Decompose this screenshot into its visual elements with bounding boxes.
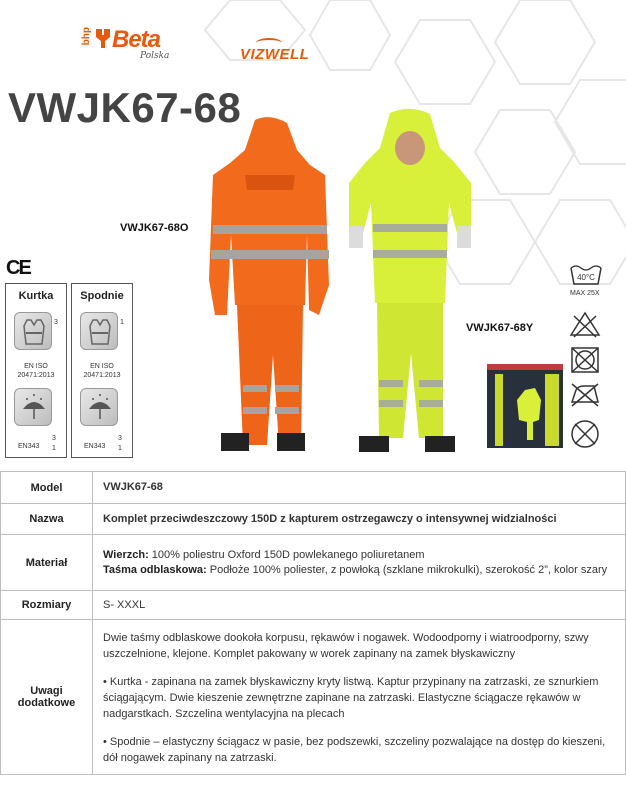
- uwagi-paragraph-3: • Spodnie – elastyczny ściągacz w pasie, bez podszewki, szczeliny pozwalające na dostęp do kieszeni, dół nogawek zapinany na zatrzaski.: [103, 736, 606, 764]
- material-tasma-value: Podłoże 100% poliester, z powłoką (szklane mikrokulki), szerokość 2”, kolor szary: [206, 563, 608, 576]
- wash-temp: 40°C: [577, 273, 595, 282]
- hv-class: 1: [120, 319, 124, 326]
- rain-umbrella-icon: [14, 388, 52, 426]
- row-label-model: Model: [1, 472, 93, 504]
- row-value-nazwa: Komplet przeciwdeszczowy 150D z kapturem ostrzegawczy o intensywnej widzialności: [93, 504, 626, 535]
- uwagi-label-line1: Uwagi: [30, 685, 63, 697]
- wash-max: MAX 25X: [570, 290, 600, 297]
- ce-mark: CE: [6, 257, 30, 279]
- cert-title: Kurtka: [18, 290, 54, 302]
- rain-norm: EN343: [84, 443, 106, 450]
- row-value-rozmiary: S- XXXL: [93, 591, 626, 620]
- rain-class-2: 1: [52, 445, 56, 452]
- spec-table: [0, 471, 626, 775]
- hi-vis-vest-icon: [80, 312, 118, 350]
- cert-box-spodnie: [71, 283, 133, 458]
- row-value-uwagi: [93, 620, 626, 775]
- rain-class-1: 3: [118, 435, 122, 442]
- hi-vis-vest-icon: [14, 312, 52, 350]
- row-label-rozmiary: Rozmiary: [1, 591, 93, 620]
- table-row: [1, 535, 626, 591]
- logo-bhp-text: bhp: [81, 27, 92, 46]
- row-value-material: [93, 535, 626, 591]
- beta-logo: [81, 26, 170, 61]
- logo-beta-text: Beta: [112, 26, 161, 53]
- hv-class: 3: [54, 319, 58, 326]
- row-label-nazwa: Nazwa: [1, 504, 93, 535]
- page-title: VWJK67-68: [8, 84, 242, 131]
- table-row: [1, 620, 626, 775]
- table-row: [1, 472, 626, 504]
- table-row: [1, 591, 626, 620]
- uwagi-paragraph-2: • Kurtka - zapinana na zamek błyskawiczny kryty listwą. Kaptur przypinany na zatrzaski, ze sznurkiem ściągającym. Dwie kieszenie zewnętrzne zapinane na zatrzaski. Elastyczne ściągacze rękawów w nadgarstkach. Szczelina wentylacyjna na plecach: [103, 676, 599, 720]
- rain-class-1: 3: [52, 435, 56, 442]
- no-iron-icon: [568, 380, 602, 413]
- packaging-bag-image: [485, 360, 565, 450]
- cert-title: Spodnie: [80, 290, 124, 302]
- material-wierzch-label: Wierzch:: [103, 548, 149, 561]
- logo-polska-text: Polska: [140, 51, 170, 61]
- orange-suit-image: [205, 115, 335, 455]
- cert-box-kurtka: [5, 283, 67, 458]
- no-tumble-dry-icon: [568, 345, 602, 380]
- yellow-suit-image: [345, 108, 475, 453]
- row-value-model: VWJK67-68: [93, 472, 626, 504]
- row-label-uwagi: [1, 620, 93, 775]
- wrench-icon: [94, 27, 112, 49]
- hv-norm: EN ISO 20471:2013: [17, 363, 55, 379]
- rain-class-2: 1: [118, 445, 122, 452]
- uwagi-label-line2: dodatkowe: [17, 697, 76, 709]
- table-row: [1, 504, 626, 535]
- rain-norm: EN343: [18, 443, 40, 450]
- label-yellow-model: VWJK67-68Y: [466, 322, 534, 334]
- material-wierzch-value: 100% poliestru Oxford 150D powlekanego poliuretanem: [148, 548, 425, 561]
- no-bleach-icon: [568, 310, 602, 343]
- no-dry-clean-icon: [568, 418, 602, 455]
- uwagi-paragraph-1: Dwie taśmy odblaskowe dookoła korpusu, rękawów i nogawek. Wodoodporny i wiatroodporny, szwy uszczelnione, klejone. Komplet pakowany w worek zapinany na zamek błyskawiczny: [103, 632, 589, 660]
- hv-norm: EN ISO 20471:2013: [83, 363, 121, 379]
- material-tasma-label: Taśma odblaskowa:: [103, 563, 207, 576]
- vizwell-logo: VIZWELL: [240, 46, 310, 63]
- rain-umbrella-icon: [80, 388, 118, 426]
- label-orange-model: VWJK67-68O: [120, 222, 189, 234]
- row-label-material: Materiał: [1, 535, 93, 591]
